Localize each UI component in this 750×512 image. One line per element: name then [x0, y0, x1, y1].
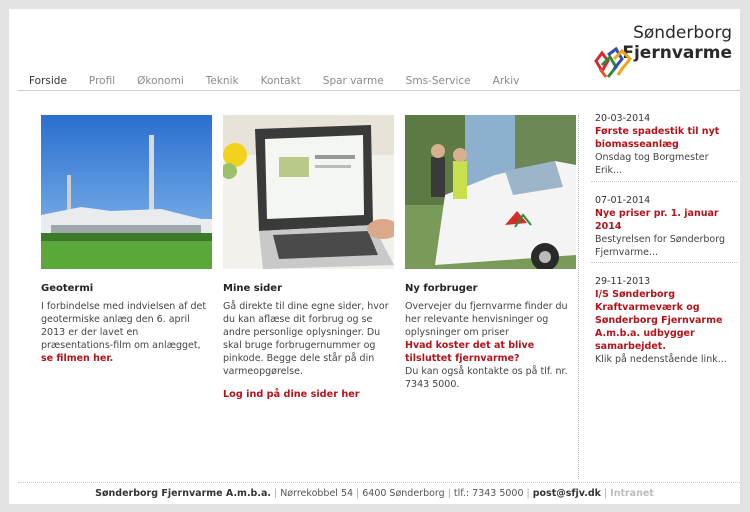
price-link[interactable]: Hvad koster det at blive tilsluttet fjernvarme? — [405, 340, 535, 364]
news-item[interactable] — [595, 112, 735, 177]
news-title[interactable]: Første spadestik til nyt biomasseanlæg — [595, 126, 720, 150]
login-link[interactable]: Log ind på dine sider her — [223, 389, 360, 400]
nav-sms-service[interactable]: Sms-Service — [405, 75, 471, 87]
nav-arkiv[interactable]: Arkiv — [492, 75, 520, 87]
footer-phone: tlf.: 7343 5000 — [453, 488, 524, 499]
news-date: 07-01-2014 — [595, 195, 651, 206]
nav-kontakt[interactable]: Kontakt — [260, 75, 301, 87]
footer-city: 6400 Sønderborg — [362, 488, 445, 499]
nav-teknik[interactable]: Teknik — [205, 75, 239, 87]
nav-spar-varme[interactable]: Spar varme — [322, 75, 384, 87]
logo-line-1: Sønderborg — [633, 23, 732, 43]
main-nav — [29, 75, 541, 87]
news-excerpt: Bestyrelsen for Sønderborg Fjernvarme... — [595, 234, 726, 258]
footer: Sønderborg Fjernvarme A.m.b.a. | Nørrekobbel 54 | 6400 Sønderborg | tlf.: 7343 5000 | post@sfjv.dk | Intranet — [95, 488, 654, 499]
news-date: 20-03-2014 — [595, 113, 651, 124]
news-title[interactable]: Nye priser pr. 1. januar 2014 — [595, 208, 719, 232]
sidebar-divider — [578, 115, 579, 479]
intranet-link[interactable]: Intranet — [610, 488, 654, 499]
news-item[interactable] — [595, 194, 735, 259]
column-text — [405, 300, 576, 391]
column-mine-sider — [223, 115, 394, 400]
page — [9, 9, 740, 504]
column-title: Ny forbruger — [405, 283, 478, 294]
footer-company: Sønderborg Fjernvarme A.m.b.a. — [95, 488, 271, 499]
service-van-image[interactable] — [405, 115, 576, 269]
column-text-body: I forbindelse med indvielsen af det geotermiske anlæg den 6. april 2013 er der lavet en præsentations-film om anlægget, — [41, 301, 207, 351]
column-geotermi — [41, 115, 212, 365]
footer-address: Nørrekobbel 54 — [280, 488, 354, 499]
logo-line-2: Fjernvarme — [622, 43, 732, 63]
column-title: Mine sider — [223, 283, 283, 294]
column-title: Geotermi — [41, 283, 94, 294]
nav-profil[interactable]: Profil — [88, 75, 116, 87]
news-item[interactable] — [595, 275, 735, 366]
news-excerpt: Onsdag tog Borgmester Erik... — [595, 152, 709, 176]
news-excerpt: Klik på nedenstående link... — [595, 354, 727, 365]
news-date: 29-11-2013 — [595, 276, 651, 287]
column-text-body: Overvejer du fjernvarme finder du her relevante henvisninger og oplysninger om priser — [405, 301, 568, 338]
footer-divider — [18, 482, 740, 483]
logo[interactable] — [592, 17, 732, 87]
nav-divider — [18, 90, 740, 91]
column-ny-forbruger — [405, 115, 576, 391]
nav-okonomi[interactable]: Økonomi — [137, 75, 184, 87]
logo-mark-icon — [592, 41, 634, 83]
geothermal-plant-image[interactable] — [41, 115, 212, 269]
column-text: Gå direkte til dine egne sider, hvor du kan aflæse dit forbrug og se andre personlige oplysninger. Du skal bruge forbrugernummer og pinkode. Begge dele står på din varmeopgørelse. — [223, 301, 389, 377]
news-title[interactable]: I/S Sønderborg Kraftvarmeværk og Sønderborg Fjernvarme A.m.b.a. udbygger samarbejdet. — [595, 289, 723, 352]
film-link[interactable]: se filmen her. — [41, 353, 114, 364]
nav-forside[interactable]: Forside — [29, 75, 67, 87]
column-text — [41, 300, 212, 365]
laptop-image[interactable] — [223, 115, 394, 269]
footer-email-link[interactable]: post@sfjv.dk — [532, 488, 601, 499]
contact-text: Du kan også kontakte os på tlf. nr. 7343 5000. — [405, 366, 568, 390]
